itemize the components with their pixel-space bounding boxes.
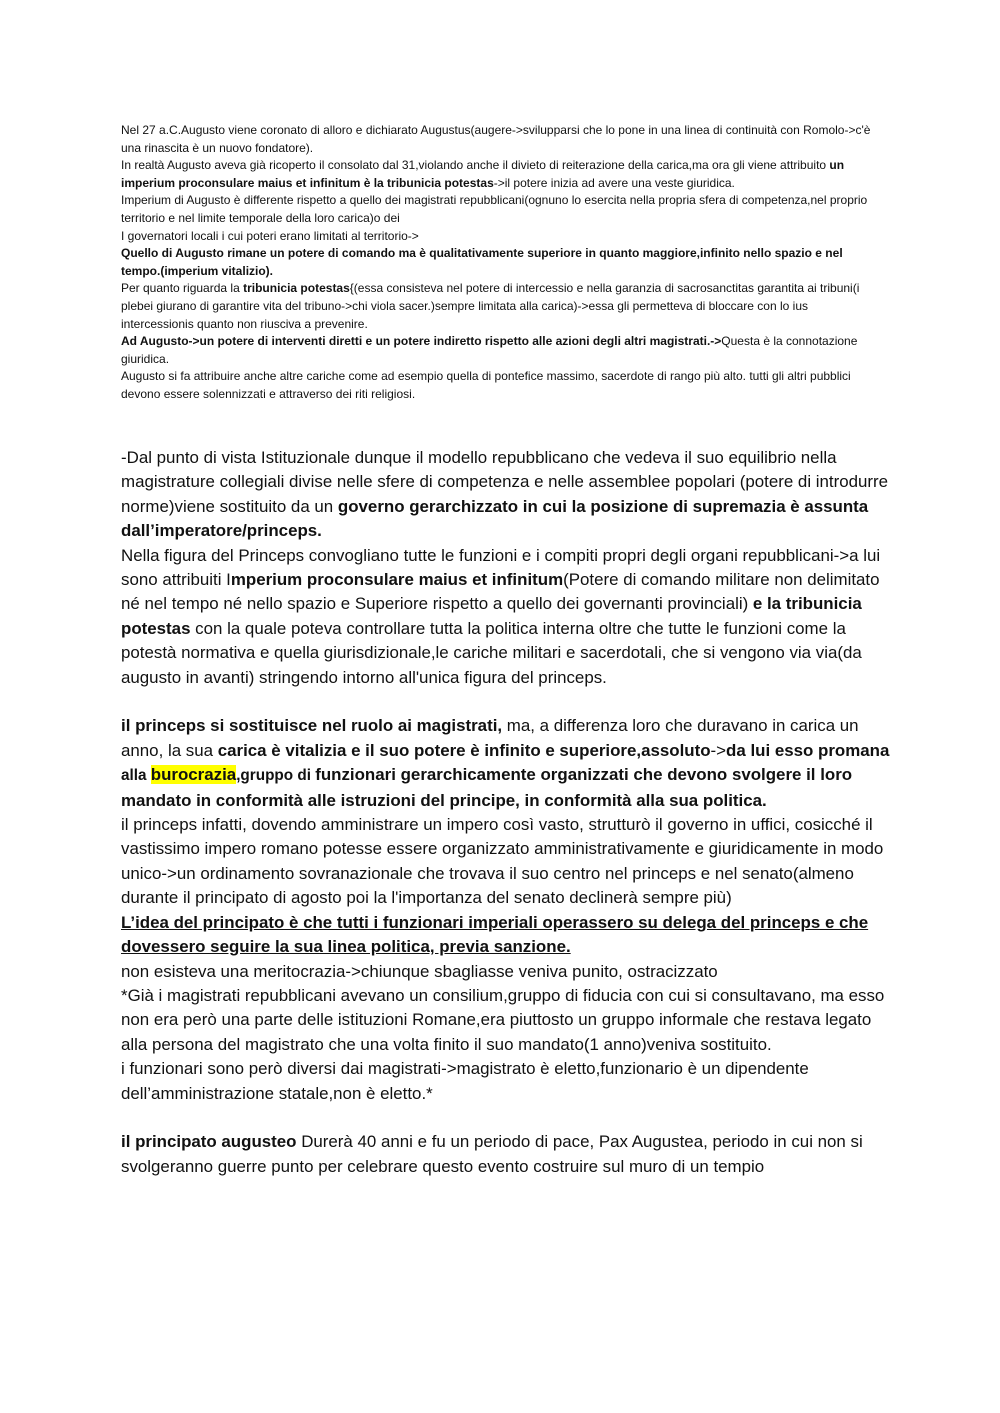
text: In realtà Augusto aveva già ricoperto il consolato dal 31,violando anche il divieto di reiterazione della carica,ma ora gli viene attribuito <box>121 158 830 173</box>
paragraph <box>121 122 883 157</box>
paragraph <box>121 813 891 911</box>
text: i funzionari sono però diversi dai magistrati->magistrato è eletto,funzionario è un dipendente dell’amministrazione statale,non è eletto.* <box>121 1059 809 1103</box>
paragraph <box>121 228 883 246</box>
text: Nel 27 a.C.Augusto viene coronato di alloro e dichiarato Augustus(augere->svilupparsi che lo pone in una linea di continuità con Romolo->c'è una rinascita è un nuovo fondatore). <box>121 123 871 155</box>
paragraph <box>121 544 891 690</box>
bold-text: governo gerarchizzato in cui la posizione di supremazia è assunta dall’imperatore/princeps. <box>121 496 869 541</box>
bold-text: mperium proconsulare maius et infinitum <box>230 570 564 590</box>
bold-text: un imperium proconsulare maius et infinitum è la tribunicia potestas <box>121 158 845 190</box>
paragraph <box>121 280 883 333</box>
paragraph <box>121 157 883 192</box>
bold-text: Ad Augusto->un potere di interventi diretti e un potere indiretto rispetto alle azioni degli altri magistrati.-> <box>121 334 722 349</box>
text: -Dal punto di vista Istituzionale dunque il modello repubblicano che vedeva il suo equilibrio nella magistrature collegiali divise nelle sfere di competenza e nelle assemblee popolari (potere di introdurre norme)viene sostituito da un <box>121 448 889 516</box>
paragraph <box>121 911 891 960</box>
text: Imperium di Augusto è differente rispetto a quello dei magistrati repubblicani(ognuno lo esercita nella propria sfera di competenza,nel proprio territorio e nel limite temporale della loro carica)o dei <box>121 193 868 225</box>
highlighted-text: burocrazia <box>150 765 237 785</box>
text: Augusto si fa attribuire anche altre cariche come ad esempio quella di pontefice massimo, sacerdote di rango più alto. tutti gli altri pubblici devono essere solennizzati e attraverso dei riti religiosi. <box>121 369 851 401</box>
paragraph <box>121 446 891 544</box>
text: Nella figura del Princeps convogliano tutte le funzioni e i compiti propri degli organi repubblicani->a lui sono attribuiti I <box>121 545 881 590</box>
bold-text: e la tribunicia potestas <box>121 594 862 638</box>
bold-text: Quello di Augusto rimane un potere di comando ma è qualitativamente superiore in quanto maggiore,infinito nello spazio e nel tempo.(imperium vitalizio). <box>121 246 843 278</box>
paragraph <box>121 714 891 813</box>
notes-main-text <box>121 446 891 1179</box>
paragraph <box>121 245 883 280</box>
text: con la quale poteva controllare tutta la politica interna oltre che tutte le funzioni come la potestà normativa e quella giurisdizionale,le cariche militari e sacerdotali, che si vengono via via(da augusto in avanti) stringendo intorno all'unica figura del princeps. <box>121 618 862 687</box>
notes-small-text <box>121 122 883 404</box>
text: Questa è la connotazione giuridica. <box>121 334 858 366</box>
text: -> <box>710 740 727 760</box>
bold-text: carica è vitalizia e il suo potere è infinito e superiore,assoluto <box>217 740 711 760</box>
paragraph <box>121 984 891 1057</box>
text: il princeps infatti, dovendo amministrare un impero così vasto, strutturò il governo in uffici, cosicché il vastissimo impero romano potesse essere organizzato amministrativamente e giuridicamente in modo unico->un ordinamento sovranazionale che trovava il suo centro nel princeps e nel senato(almeno durante il principato di agosto poi la l'importanza del senato declinerà sempre più) <box>121 815 884 908</box>
paragraph <box>121 960 891 984</box>
paragraph <box>121 192 883 227</box>
paragraph <box>121 1130 891 1179</box>
paragraph <box>121 333 883 368</box>
bold-text: alla <box>121 767 151 785</box>
text: *Già i magistrati repubblicani avevano un consilium,gruppo di fiducia con cui si consultavano, ma esso non era però una parte delle istituzioni Romane,era piuttosto un gruppo informale che restava legato alla persona del magistrato che una volta finito il suo mandato(1 anno)veniva sostituito. <box>121 985 885 1054</box>
bold-text: il princeps si sostituisce nel ruolo ai magistrati, <box>121 716 503 736</box>
text: {(essa consisteva nel potere di intercessio e nella garanzia di sacrosanctitas garantita ai tribuni(i plebei giurano di garantire vita del tribuno->chi viola sacer.)sempre limitata alla carica)->essa gli permetteva di bloccare con lo ius intercessionis quanto non riusciva a prevenire. <box>121 281 860 331</box>
bold-text: da lui esso promana <box>726 740 890 760</box>
text: I governatori locali i cui poteri erano limitati al territorio-> <box>121 228 419 243</box>
text: Per quanto riguarda la <box>121 281 244 296</box>
paragraph <box>121 1057 891 1106</box>
text: ma, a differenza loro che duravano in carica un anno, la sua <box>121 716 859 760</box>
text: ->il potere inizia ad avere una veste giuridica. <box>493 175 735 190</box>
bold-text: il principato augusteo <box>121 1132 297 1152</box>
spacer <box>121 690 891 714</box>
spacer <box>121 1106 891 1130</box>
text: Durerà 40 anni e fu un periodo di pace, Pax Augustea, periodo in cui non si svolgeranno guerre punto per celebrare questo evento costruire sul muro di un tempio <box>121 1132 863 1176</box>
text: (Potere di comando militare non delimitato né nel tempo né nello spazio e Superiore rispetto a quello dei governanti provinciali) <box>121 570 880 614</box>
paragraph <box>121 368 883 403</box>
bold-text: ,gruppo di <box>236 767 316 785</box>
text: non esisteva una meritocrazia->chiunque sbagliasse veniva punito, ostracizzato <box>121 961 718 981</box>
underlined-bold-text: L’idea del principato è che tutti i funzionari imperiali operassero su delega del princeps e che dovessero seguire la sua linea politica, previa sanzione. <box>121 912 869 957</box>
bold-text: funzionari gerarchicamente organizzati che devono svolgere il loro mandato in conformità alle istruzioni del principe, in conformità alla sua politica. <box>121 765 853 810</box>
bold-text: tribunicia potestas <box>243 281 350 296</box>
